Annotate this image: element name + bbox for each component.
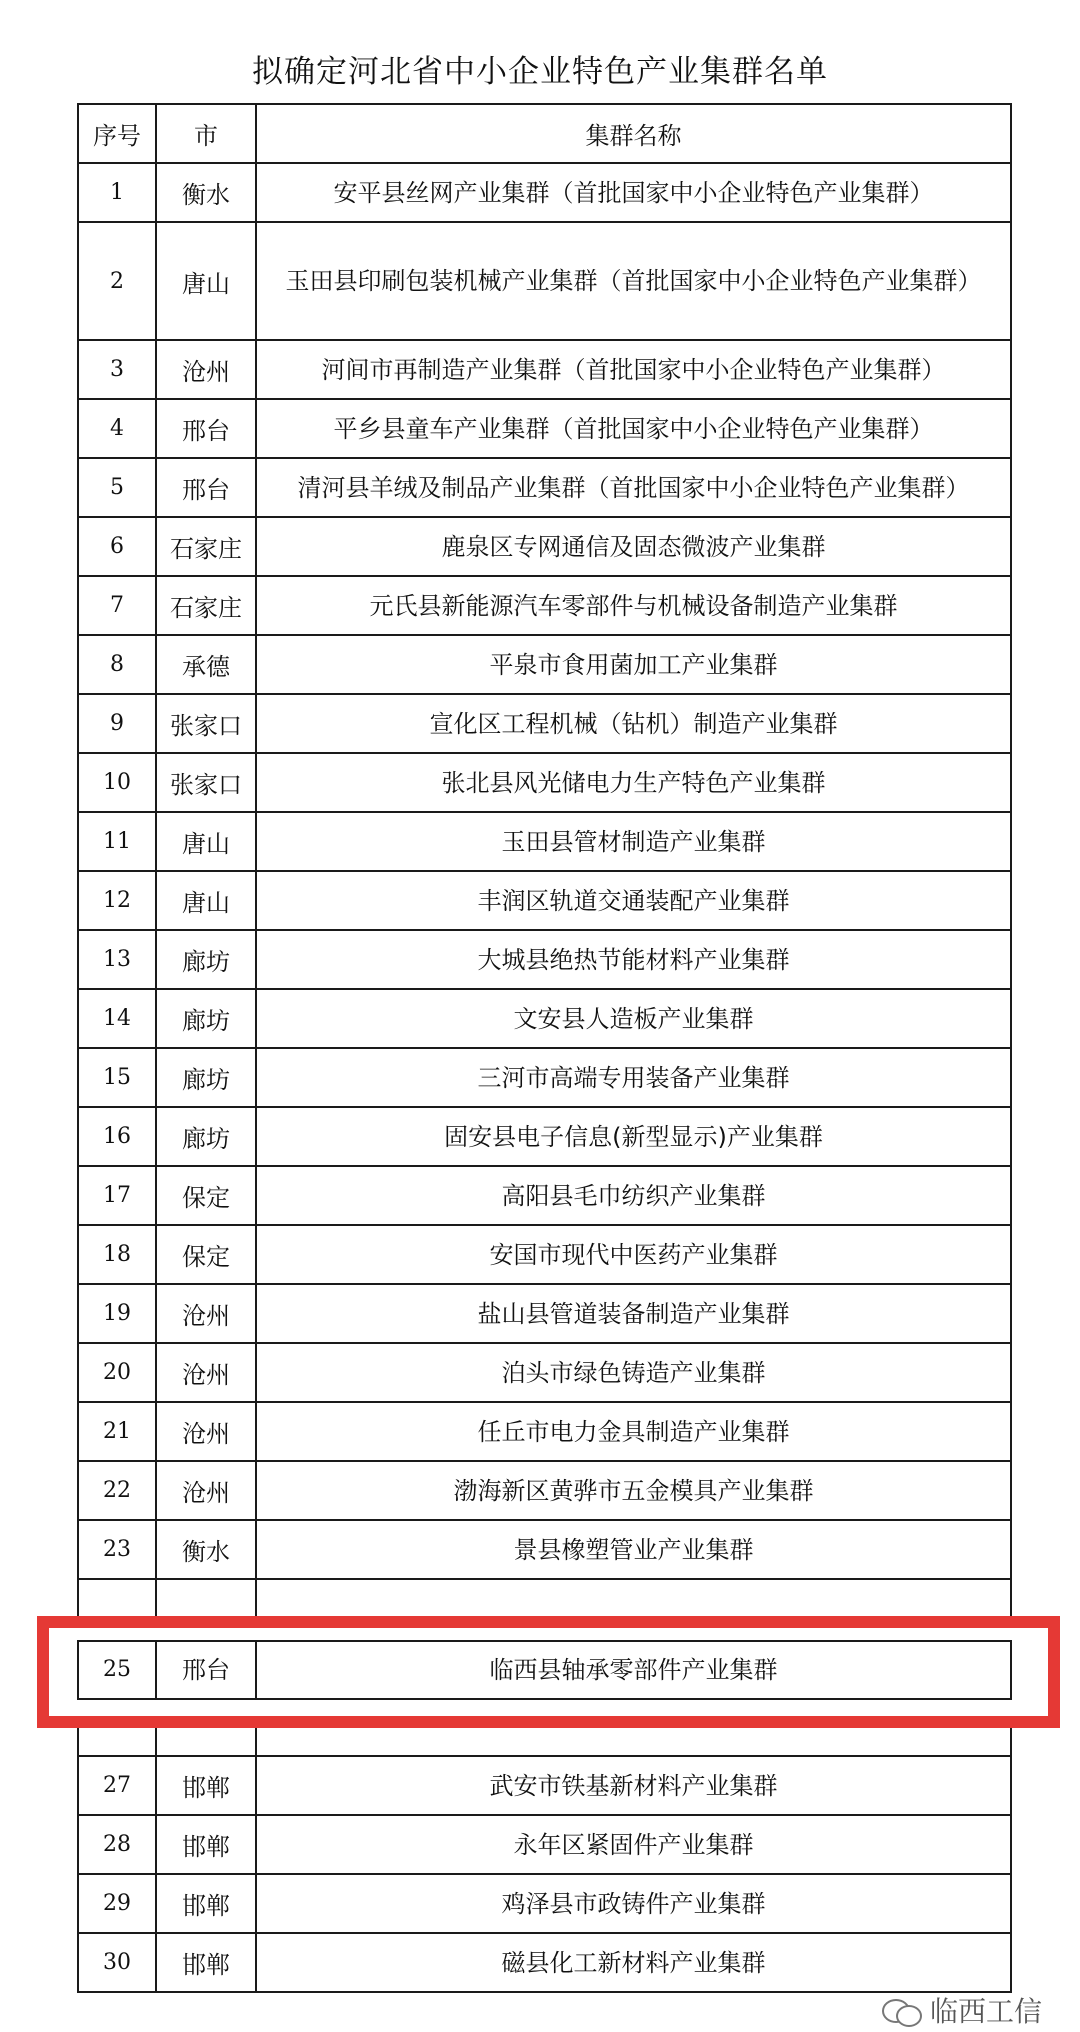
watermark <box>882 1990 1042 2030</box>
row-name: 大城县绝热节能材料产业集群 <box>256 930 1011 989</box>
row-city: 沧州 <box>156 340 256 399</box>
row-num: 14 <box>78 989 156 1048</box>
row-city: 衡水 <box>156 1520 256 1579</box>
row-city: 承德 <box>156 635 256 694</box>
table-header-row <box>78 104 1011 163</box>
table-row <box>78 340 1011 399</box>
row-name: 宣化区工程机械（钻机）制造产业集群 <box>256 694 1011 753</box>
row-name: 永年区紧固件产业集群 <box>256 1815 1011 1874</box>
row-num: 12 <box>78 871 156 930</box>
header-city: 市 <box>156 104 256 163</box>
row-city: 唐山 <box>156 222 256 340</box>
row-num: 11 <box>78 812 156 871</box>
row-name: 三河市高端专用装备产业集群 <box>256 1048 1011 1107</box>
row-num: 15 <box>78 1048 156 1107</box>
table-row <box>78 1520 1011 1579</box>
row-num: 19 <box>78 1284 156 1343</box>
red-highlight-box <box>37 1616 1060 1728</box>
table-row <box>78 1343 1011 1402</box>
table-row <box>78 517 1011 576</box>
row-city: 石家庄 <box>156 517 256 576</box>
row-city: 保定 <box>156 1166 256 1225</box>
row-name: 临西县轴承零部件产业集群 <box>255 1642 1012 1698</box>
row-name: 景县橡塑管业产业集群 <box>256 1520 1011 1579</box>
row-city: 张家口 <box>156 753 256 812</box>
row-name: 文安县人造板产业集群 <box>256 989 1011 1048</box>
table-row <box>78 1225 1011 1284</box>
row-name: 安国市现代中医药产业集群 <box>256 1225 1011 1284</box>
row-city: 沧州 <box>156 1461 256 1520</box>
header-num: 序号 <box>78 104 156 163</box>
row-name: 丰润区轨道交通装配产业集群 <box>256 871 1011 930</box>
table-row <box>78 576 1011 635</box>
row-num: 27 <box>78 1756 156 1815</box>
row-city: 沧州 <box>156 1284 256 1343</box>
row-num: 22 <box>78 1461 156 1520</box>
row-name: 盐山县管道装备制造产业集群 <box>256 1284 1011 1343</box>
table-row <box>78 1874 1011 1933</box>
row-name: 磁县化工新材料产业集群 <box>256 1933 1011 1992</box>
row-num: 16 <box>78 1107 156 1166</box>
row-city: 保定 <box>156 1225 256 1284</box>
row-name: 平乡县童车产业集群（首批国家中小企业特色产业集群） <box>256 399 1011 458</box>
row-name: 玉田县管材制造产业集群 <box>256 812 1011 871</box>
row-city: 沧州 <box>156 1343 256 1402</box>
row-name: 安平县丝网产业集群（首批国家中小企业特色产业集群） <box>256 163 1011 222</box>
table-row <box>78 1402 1011 1461</box>
row-city: 石家庄 <box>156 576 256 635</box>
row-num: 7 <box>78 576 156 635</box>
row-name: 张北县风光储电力生产特色产业集群 <box>256 753 1011 812</box>
row-num: 20 <box>78 1343 156 1402</box>
row-num: 2 <box>78 222 156 340</box>
row-city: 邯郸 <box>156 1815 256 1874</box>
row-city: 邯郸 <box>156 1874 256 1933</box>
row-num: 28 <box>78 1815 156 1874</box>
row-num: 10 <box>78 753 156 812</box>
table-row <box>78 635 1011 694</box>
row-city: 邢台 <box>155 1642 255 1698</box>
row-name: 清河县羊绒及制品产业集群（首批国家中小企业特色产业集群） <box>256 458 1011 517</box>
page-title: 拟确定河北省中小企业特色产业集群名单 <box>252 54 828 90</box>
row-name: 元氏县新能源汽车零部件与机械设备制造产业集群 <box>256 576 1011 635</box>
row-city: 唐山 <box>156 812 256 871</box>
row-city: 邯郸 <box>156 1756 256 1815</box>
table-row <box>78 1461 1011 1520</box>
row-city: 廊坊 <box>156 1107 256 1166</box>
table-row <box>78 989 1011 1048</box>
row-city: 廊坊 <box>156 1048 256 1107</box>
row-name: 平泉市食用菌加工产业集群 <box>256 635 1011 694</box>
row-num: 8 <box>78 635 156 694</box>
table-row <box>78 1048 1011 1107</box>
row-num: 5 <box>78 458 156 517</box>
row-name: 鸡泽县市政铸件产业集群 <box>256 1874 1011 1933</box>
row-num: 9 <box>78 694 156 753</box>
row-num: 1 <box>78 163 156 222</box>
table-row <box>78 1166 1011 1225</box>
row-city: 张家口 <box>156 694 256 753</box>
row-name: 固安县电子信息(新型显示)产业集群 <box>256 1107 1011 1166</box>
row-num: 3 <box>78 340 156 399</box>
row-city: 邢台 <box>156 458 256 517</box>
row-city: 衡水 <box>156 163 256 222</box>
row-name: 渤海新区黄骅市五金模具产业集群 <box>256 1461 1011 1520</box>
row-city: 沧州 <box>156 1402 256 1461</box>
row-city: 邯郸 <box>156 1933 256 1992</box>
table-row <box>78 694 1011 753</box>
row-name: 泊头市绿色铸造产业集群 <box>256 1343 1011 1402</box>
table-row <box>78 812 1011 871</box>
row-num: 23 <box>78 1520 156 1579</box>
row-num: 4 <box>78 399 156 458</box>
row-num: 25 <box>77 1642 155 1698</box>
table-row <box>78 1107 1011 1166</box>
table-row <box>78 1756 1011 1815</box>
row-num: 17 <box>78 1166 156 1225</box>
row-num: 29 <box>78 1874 156 1933</box>
row-num: 6 <box>78 517 156 576</box>
row-num: 21 <box>78 1402 156 1461</box>
wechat-icon <box>882 1995 922 2025</box>
table-row <box>78 1815 1011 1874</box>
row-city: 唐山 <box>156 871 256 930</box>
header-name: 集群名称 <box>256 104 1011 163</box>
row-name: 鹿泉区专网通信及固态微波产业集群 <box>256 517 1011 576</box>
table-row <box>78 930 1011 989</box>
table-row <box>78 163 1011 222</box>
row-city: 廊坊 <box>156 930 256 989</box>
table-row <box>78 399 1011 458</box>
table-row <box>78 458 1011 517</box>
row-name: 河间市再制造产业集群（首批国家中小企业特色产业集群） <box>256 340 1011 399</box>
row-city: 邢台 <box>156 399 256 458</box>
row-num: 18 <box>78 1225 156 1284</box>
table-row <box>78 1933 1011 1992</box>
row-name: 玉田县印刷包装机械产业集群（首批国家中小企业特色产业集群） <box>256 222 1011 340</box>
row-name: 任丘市电力金具制造产业集群 <box>256 1402 1011 1461</box>
row-name: 武安市铁基新材料产业集群 <box>256 1756 1011 1815</box>
table-row <box>78 871 1011 930</box>
row-city: 廊坊 <box>156 989 256 1048</box>
watermark-text: 临西工信 <box>929 1995 1042 2028</box>
row-num: 30 <box>78 1933 156 1992</box>
table-row <box>78 753 1011 812</box>
row-name: 高阳县毛巾纺织产业集群 <box>256 1166 1011 1225</box>
table-row <box>78 222 1011 340</box>
row-num: 13 <box>78 930 156 989</box>
table-row <box>78 1284 1011 1343</box>
